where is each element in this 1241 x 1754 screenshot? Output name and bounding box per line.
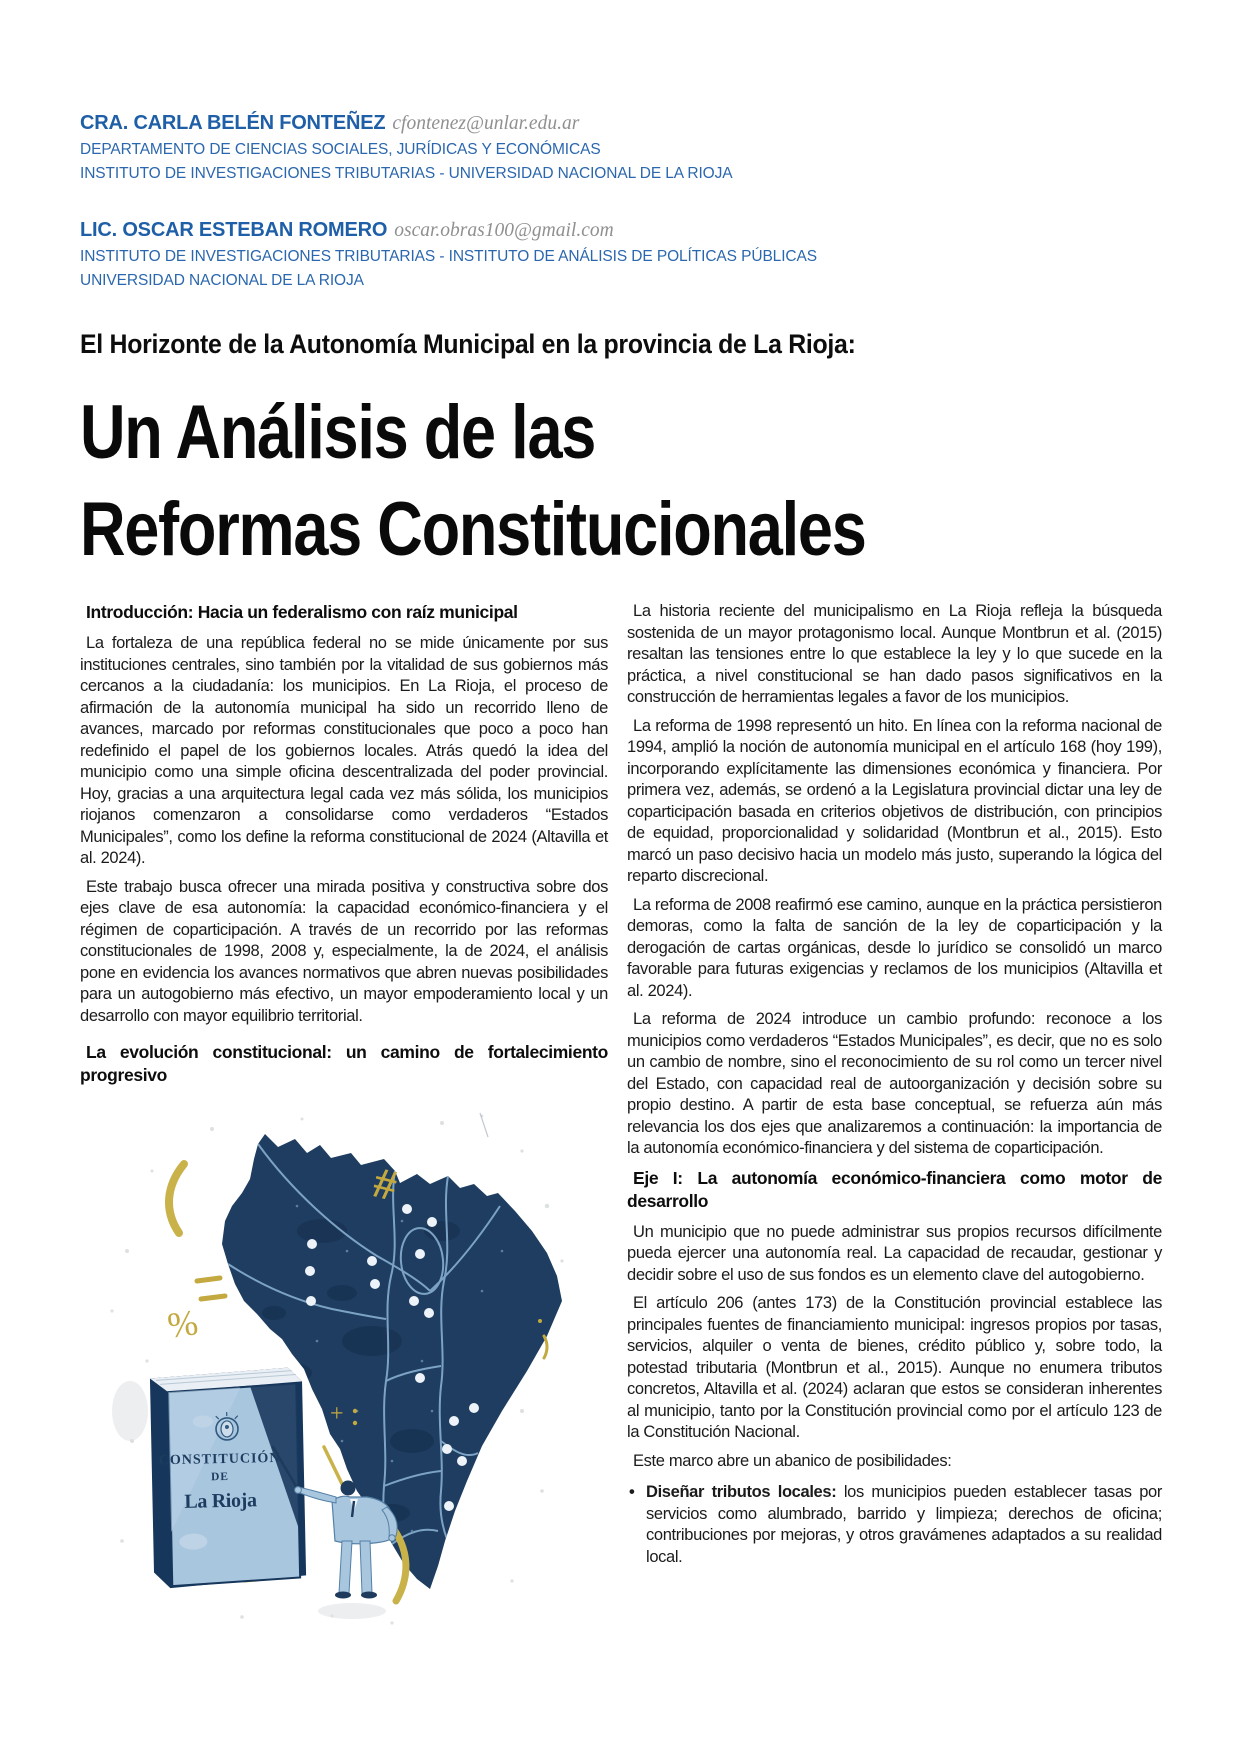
paragraph: La reforma de 1998 representó un hito. En línea con la reforma nacional de 1994, amplió la noción de autonomía municipal en el artículo 168 (hoy 199), incorporando explícitamente las dimensiones económica y financiera. Por primera vez, además, se ordenó a la Legislatura provincial dictar una ley de coparticipación basada en criterios objetivos de distribución, con principios de equidad, proporcionalidad y solidaridad (Montbrun et al., 2015). Esto marcó un paso decisivo hacia un modelo más justo, superando la lógica del reparto discrecional. [627, 716, 1162, 885]
bullet-item [627, 1482, 1162, 1568]
open-paren-icon [169, 1164, 184, 1233]
left-column [80, 600, 608, 1646]
author-1 [80, 110, 1160, 186]
author-block [80, 110, 1160, 324]
article-body [80, 600, 1162, 1646]
la-rioja-map-illustration [92, 1111, 572, 1646]
author-name: CRA. CARLA BELÉN FONTEÑEZ [80, 112, 386, 134]
paragraph: Un municipio que no puede administrar sus propios recursos difícilmente pueda ejercer una autonomía real. La capacidad de recaudar, gestionar y decidir sobre el uso de sus fondos es un elemento clave del autogobierno. [627, 1222, 1162, 1284]
paragraph: El artículo 206 (antes 173) de la Constitución provincial establece las principales fuentes de financiamiento municipal: ingresos propios por tasas, servicios, alquiler o venta de bienes, crédito público y, sobre todo, la potestad tributaria (Montbrun et al., 2015). Aunque no enumera tributos concretos, Altavilla et al. (2024) aclaran que estos se consideran inherentes al municipio, tanto por la Constitución provincial como por el artículo 123 de la Constitución Nacional. [627, 1294, 1162, 1441]
author-email: cfontenez@unlar.edu.ar [392, 113, 580, 134]
figure-shoe [335, 1592, 351, 1599]
page-title-line-1: Un Análisis de las [80, 390, 596, 475]
dash-icon [197, 1278, 225, 1299]
section-heading-introduccion: Introducción: Hacia un federalismo con raíz municipal [86, 602, 518, 622]
figure-hand [295, 1487, 302, 1494]
colon-dot [353, 1409, 357, 1413]
figure-torso [332, 1496, 391, 1544]
paragraph: La fortaleza de una república federal no se mide únicamente por sus instituciones centrales, sino también por la vitalidad de sus gobiernos más cercanos a la ciudadanía: los municipios. En La Rioja, el proceso de afirmación de la autonomía municipal ha sido un recorrido lleno de avances, marcado por reformas constitucionales que poco a poco han redefinido el papel de los gobiernos locales. Atrás quedó la idea del municipio como una simple oficina descentralizada del poder provincial. Hoy, gracias a una arquitectura legal cada vez más sólida, los municipios riojanos comenzaron a consolidarse como verdaderos “Estados Municipales”, como los define la reforma constitucional de 2024 (Altavilla et al. 2024). [80, 634, 608, 867]
scratch-mark [480, 1113, 488, 1137]
page-title-line-2: Reformas Constitucionales [80, 487, 866, 572]
author-affiliation: INSTITUTO DE INVESTIGACIONES TRIBUTARIAS - INSTITUTO DE ANÁLISIS DE POLÍTICAS PÚBLICAS [80, 248, 817, 265]
figure-right-leg [360, 1541, 372, 1593]
figure-head [341, 1481, 356, 1496]
figure-hand [389, 1535, 395, 1541]
gold-dot [538, 1319, 542, 1323]
hash-icon: # [368, 1157, 402, 1211]
small-arc-icon [544, 1336, 547, 1358]
figure-shoe [361, 1592, 377, 1599]
ground-shadow [318, 1603, 386, 1619]
colon-dot [353, 1421, 357, 1425]
constitution-book [150, 1367, 307, 1588]
section-heading-evolucion: La evolución constitucional: un camino de fortalecimiento progresivo [80, 1042, 608, 1085]
paragraph: Este trabajo busca ofrecer una mirada positiva y constructiva sobre dos ejes clave de esa autonomía: la capacidad económico-financiera y el régimen de coparticipación. A través de un recorrido por las reformas constitucionales de 1998, 2008 y, especialmente, la de 2024, el análisis pone en evidencia los avances normativos que abren nuevas posibilidades para un autogobierno más efectivo, un mayor empoderamiento local y un desarrollo con mayor equilibrio territorial. [80, 877, 608, 1025]
paragraph: La reforma de 2008 reafirmó ese camino, aunque en la práctica persistieron demoras, como la falta de sanción de la ley de coparticipación y la derogación de cartas orgánicas, desde lo jurídico se consolidó un marco favorable para futuras exigencias y reclamos de los municipios (Altavilla et al. 2024). [627, 895, 1162, 1000]
figure-left-leg [339, 1541, 352, 1593]
author-2 [80, 217, 1160, 293]
book-title-line-3: La Rioja [184, 1489, 257, 1513]
book-title-line-2: DE [210, 1470, 230, 1484]
author-email: oscar.obras100@gmail.com [394, 220, 614, 241]
paint-smudge [112, 1381, 148, 1441]
author-name: LIC. OSCAR ESTEBAN ROMERO [80, 219, 388, 241]
page-title [80, 384, 1027, 578]
author-affiliation: INSTITUTO DE INVESTIGACIONES TRIBUTARIAS - UNIVERSIDAD NACIONAL DE LA RIOJA [80, 165, 733, 182]
plus-icon: + [330, 1401, 344, 1427]
section-heading-eje-1: Eje I: La autonomía económico-financiera como motor de desarrollo [627, 1167, 1162, 1211]
paragraph: Este marco abre un abanico de posibilidades: [633, 1451, 952, 1470]
author-affiliation: DEPARTAMENTO DE CIENCIAS SOCIALES, JURÍDICAS Y ECONÓMICAS [80, 141, 601, 158]
bullet-text: los municipios pueden establecer tasas por servicios como alumbrado, barrido y limpieza; derechos de oficina; contribuciones por mejoras, y otros gravámenes adaptados a su realidad local. [646, 1483, 1162, 1566]
bullet-lead: Diseñar tributos locales: [646, 1483, 837, 1501]
percent-icon: % [165, 1302, 200, 1346]
article-kicker: El Horizonte de la Autonomía Municipal en la provincia de La Rioja: [80, 329, 856, 359]
bullet-list [627, 1482, 1162, 1568]
right-column [627, 600, 1162, 1646]
paragraph: La historia reciente del municipalismo en La Rioja refleja la búsqueda sostenida de un mayor protagonismo local. Aunque Montbrun et al. (2015) resaltan las tensiones entre lo que establece la ley y lo que sucede en la práctica, a nivel constitucional se han dado pasos significativos en la construcción de herramientas legales a favor de los municipios. [627, 602, 1162, 706]
illustration-canvas [92, 1111, 572, 1646]
author-affiliation: UNIVERSIDAD NACIONAL DE LA RIOJA [80, 272, 364, 289]
book-title-line-1: CONSTITUCIÓN [158, 1450, 281, 1469]
slash-icon [324, 1447, 344, 1488]
paragraph: La reforma de 2024 introduce un cambio profundo: reconoce a los municipios como verdaderos “Estados Municipales”, es decir, que no es solo un cambio de nombre, sino el reconocimiento de su rol como un tercer nivel del Estado, con capacidad real de autoorganización y decisión sobre su propio destino. A partir de esta base conceptual, se refuerza aún más relevancia los dos ejes que analizaremos a continuación: la importancia de la autonomía económico-financiera y del sistema de coparticipación. [627, 1010, 1162, 1157]
bullet-marker: • [629, 1483, 635, 1501]
